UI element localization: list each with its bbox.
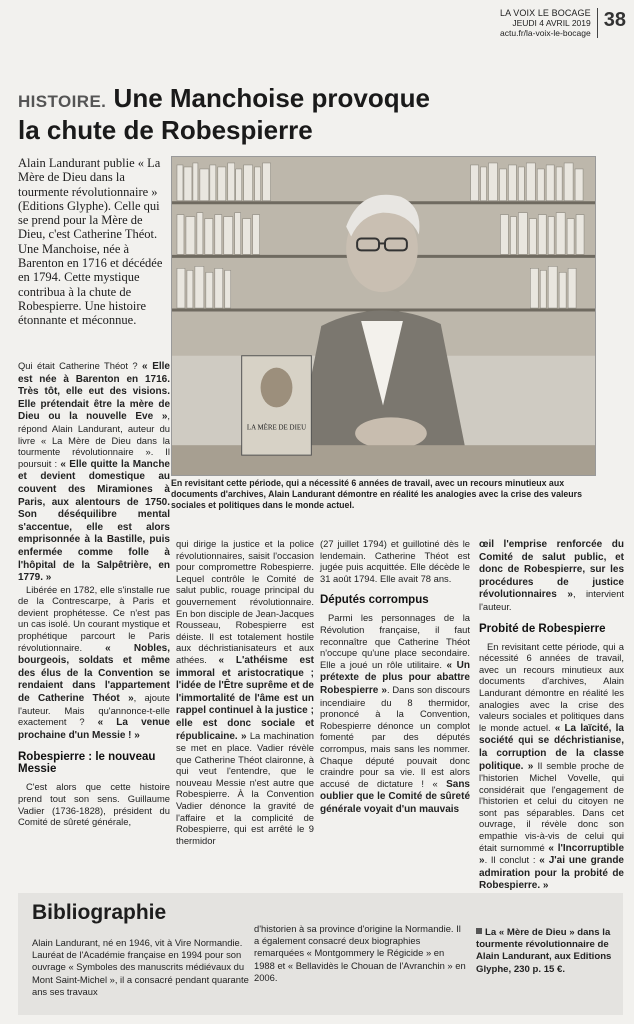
bibliography-box [18,893,623,1015]
author-photo [171,156,596,476]
quote: « Elle est née à Barenton en 1716. Très tôt, elle eut des visions. Elle prétendait être la mère de Dieu ou la nouvelle Eve » [18,361,170,423]
photo-caption: En revisitant cette période, qui a nécessité 6 années de travail, avec un recours minutieux aux documents d'archives, Alain Landurant démontre en réalité les analogies avec la crise des valeurs sociales et politiques dans le monde actuel. [171,478,582,511]
book-cover-title: LA MÈRE DE DIEU [246,423,307,432]
article-column-1: Qui était Catherine Théot ? « Elle est née à Barenton en 1716. Très tôt, elle eut des visions. Elle prétendait être la mère de Dieu ou la nouvelle Eve », répond Alain Landurant, auteur du livre « La Mère de Dieu dans la tourmente révolutionnaire ». Il poursuit : « Elle quitte la Manche et devient domestique au couvent des Miramiones à Paris, aux alentours de 1750. Son déséquilibre mental s'accentue, elle est alors emprisonnée à la Bastille, puis enfermée comme folle à l'hôpital de la Salpêtrière, en 1779. » Libérée en 1782, elle s'installe rue de la Contrescarpe, à Paris et devient prophétesse. Ce n'est pas un cas isolé. Un courant mystique et prophétique parcourt le Paris révolutionnaire. « Nobles, bourgeois, soldats et même des élus de la Convention se rendaient dans l'appartement de Catherine Théot », ajoute l'auteur. Mais qu'annonce-t-elle exactement ? « La venue prochaine d'un Messie ! » Robespierre : le nouveau Messie C'est alors que cette histoire prend tout son sens. Guillaume Vadier (1736-1828), président du Comité de sûreté générale, [18,360,170,828]
article-lede: Alain Landurant publie « La Mère de Dieu dans la tourmente révolutionnaire » (Editions Glyphe). Celle qui se prend pour la Mère de Dieu, c'est Catherine Théot. Une Manchoise, née à Barenton en 1716 et décédée en 1794. Cette mystique contribua à la chute de Robespierre. Une histoire étonnante et méconnue. [18,156,163,328]
photo-illustration [172,157,595,475]
quote: « L'athéisme est immoral et aristocratique ; l'idée de l'Être suprême et de l'immortalité de l'âme est un rappel continuel à la justice ; elle est donc sociale et républicaine. » [176,654,315,742]
square-bullet-icon [476,928,482,934]
quote: « l'Incorruptible » [479,842,625,867]
article-column-3: (27 juillet 1794) et guillotiné dès le lendemain. Catherine Théot est jugée puis acquittée. Elle décède le 31 août 1794. Elle avait 78 ans. Députés corrompus Parmi les personnages de la Révolution française, il faut reconnaître que Catherine Théot n'occupe qu'une place secondaire. Elle a joué un rôle utilitaire. « Un prétexte de plus pour abattre Robespierre ». Dans son discours incendiaire du 8 thermidor, prononcé à la Convention, Robespierre dénonce un complot fomenté par des députés corrompus, mais sans les nommer. Chaque député pouvait donc craindre pour sa vie. Il est alors accusé de dictature ! « Sans oublier que le Comité de sûreté générale voyait d'un mauvais [320,538,470,815]
headline-title-line2: la chute de Robespierre [18,115,313,145]
subheading-probite: Probité de Robespierre [479,622,606,635]
headline [18,84,538,144]
article-column-4: œil l'emprise renforcée du Comité de salut public, et donc de Robespierre, sur les procédures de justice révolutionnaires », intervient l'auteur. Probité de Robespierre En revisitant cette période, qui a nécessité 6 années de travail, avec un recours minutieux aux documents d'archives, Alain Landurant démontre en réalité les analogies avec la crise des valeurs sociales et politiques dans le monde actuel. « La laïcité, la société qui se déchristianise, la corruption de la classe politique. » Il semble proche de l'historien Michel Vovelle, qui considérait que l'engagement de l'historien et celui du citoyen ne sont pas séparables. Dans cet ouvrage, il révèle donc son empathie vis-à-vis de celui qui était surnommé « l'Incorruptible ». Il conclut : « J'ai une grande admiration pour la probité de Robespierre. » [479,539,625,892]
quote: « J'ai une grande admiration pour la probité de Robespierre. » [479,855,624,892]
paper-url: actu.fr/la-voix-le-bocage [500,28,591,38]
bibliography-title: Bibliographie [32,901,167,924]
bibliography-text-1: Alain Landurant, né en 1946, vit à Vire Normandie. Lauréat de l'Académie française en 1994 pour son ouvrage « Symboles des manuscrits médiévaux du Mont Saint-Michel », il a consacré pendant quarante ans ses travaux [32,937,249,997]
page-number: 38 [603,9,626,31]
quote: « La laïcité, la société qui se déchristianise, la corruption de la classe politique. » [479,722,624,772]
quote: « Nobles, bourgeois, soldats et même des élus de la Convention se rendaient dans l'appartement de Catherine Théot » [18,642,170,705]
quote: « La venue prochaine d'un Messie ! » [18,717,170,741]
quote: œil l'emprise renforcée du Comité de salut public, et donc de Robespierre, sur les procédures de justice révolutionnaires » [479,539,624,601]
headline-title-line1: Une Manchoise provoque [113,83,430,113]
quote: « Elle quitte la Manche et devient domestique au couvent des Miramiones à Paris, aux alentours de 1750. Son déséquilibre mental s'accentue, elle est alors emprisonnée à la Bastille, puis enfermée comme folle à l'hôpital de la Salpêtrière, en 1779. » [18,458,170,584]
subheading-nouveau-messie: Robespierre : le nouveau Messie [18,751,156,776]
book-reference: La « Mère de Dieu » dans la tourmente révolutionnaire de Alain Landurant, aux Editions Glyphe, 230 p. 15 €. [476,927,612,975]
paper-name: LA VOIX LE BOCAGE [500,8,591,18]
bibliography-text-2: d'historien à sa province d'origine la Normandie. Il a également consacré deux biographies remarquées « Montgommery le Régicide » en 1988 et « Bellavidès le Chouan de l'Avranchin » en 2006. [254,923,466,983]
issue-date: JEUDI 4 AVRIL 2019 [512,18,591,28]
masthead [500,8,626,38]
quote: Sans oublier que le Comité de sûreté générale voyait d'un mauvais [320,778,470,815]
question-text: Qui était Catherine Théot ? [18,360,138,371]
subheading-deputes-corrompus: Députés corrompus [320,594,429,607]
masthead-divider [597,8,598,38]
article-column-2: qui dirige la justice et la police révolutionnaires, saisit l'occasion pour compromettre Robespierre. Lequel contrôle le Comité de salut public, rouage principal du gouvernement révolutionnaire. En bon disciple de Jean-Jacques Rousseau, Robespierre est déiste. Il est totalement hostile aux déchristianisateurs et aux athées. « L'athéisme est immoral et aristocratique ; l'idée de l'Être suprême et de l'immortalité de l'âme est un rappel continuel à la justice ; elle est donc sociale et républicaine. » La machination se met en place. Vadier révèle que Catherine Théot claironne, à qui veut l'entendre, que le nouveau Messie n'est autre que Robespierre. À la Convention Vadier dénonce la gravité de l'affaire et la complicité de Robespierre, qui est arrêté le 9 thermidor [176,538,315,846]
headline-kicker: HISTOIRE. [18,92,107,111]
quote: « Un prétexte de plus pour abattre Robespierre » [320,659,470,696]
